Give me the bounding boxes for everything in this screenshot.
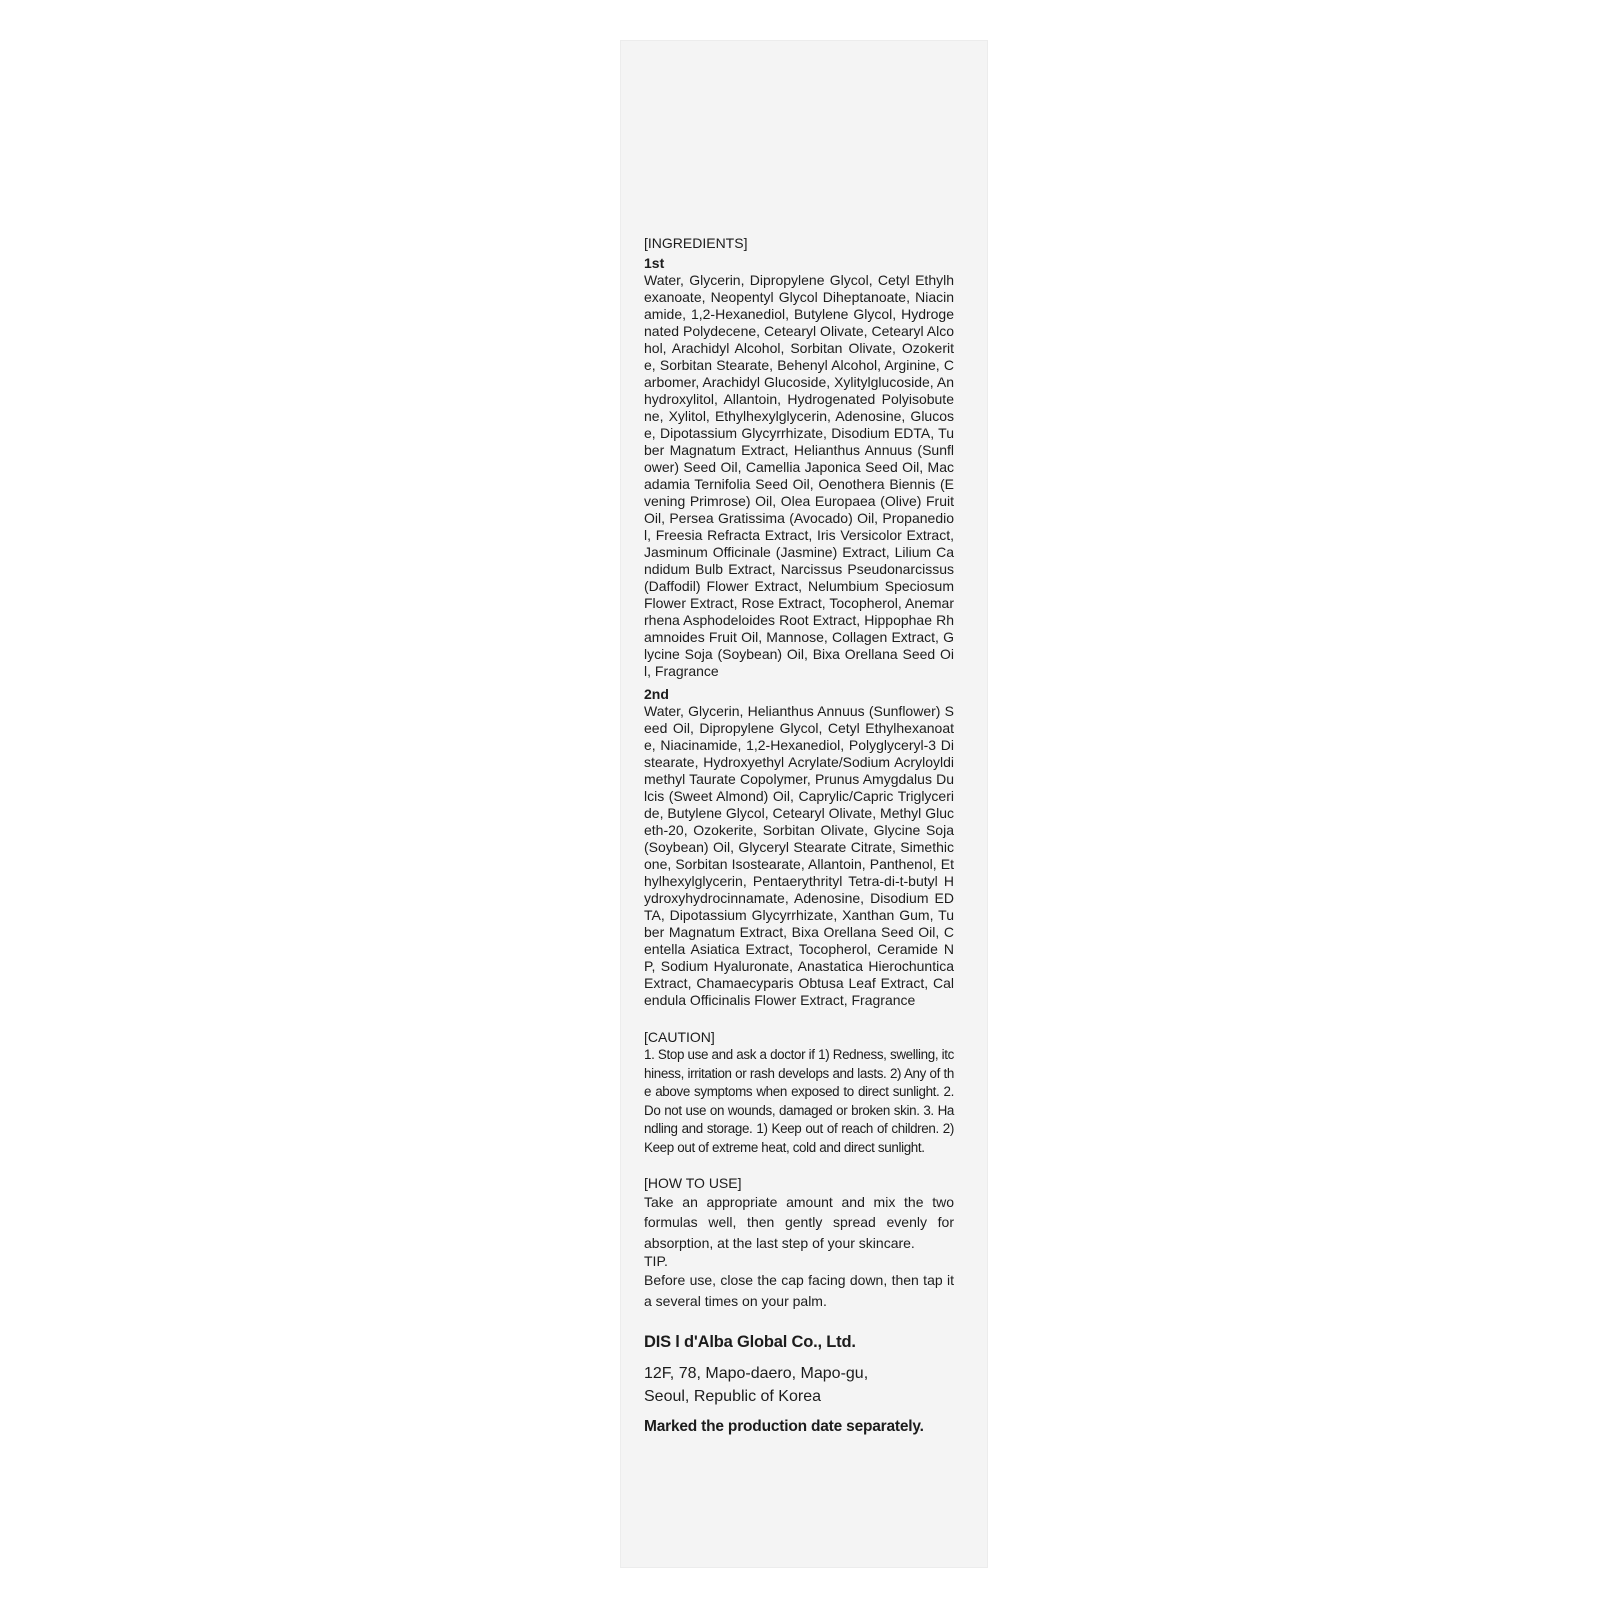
caution-heading: [CAUTION] [644, 1029, 715, 1045]
company-name: DIS l d'Alba Global Co., Ltd. [644, 1333, 856, 1352]
production-date-note: Marked the production date separately. [644, 1418, 924, 1436]
tip-label: TIP. [644, 1253, 668, 1270]
company-address [644, 1363, 954, 1408]
formula-1-ingredients: Water, Glycerin, Dipropylene Glycol, Cetyl Ethylhexanoate, Neopentyl Glycol Diheptanoate, Niacinamide, 1,2-Hexanediol, Butylene Glycol, Hydrogenated Polydecene, Cetearyl Olivate, Cetearyl Alcohol, Arachidyl Alcohol, Sorbitan Olivate, Ozokerite, Sorbitan Stearate, Behenyl Alcohol, Arginine, Carbomer, Arachidyl Glucoside, Xylitylglucoside, Anhydroxylitol, Allantoin, Hydrogenated Polyisobutene, Xylitol, Ethylhexylglycerin, Adenosine, Glucose, Dipotassium Glycyrrhizate, Disodium EDTA, Tuber Magnatum Extract, Helianthus Annuus (Sunflower) Seed Oil, Camellia Japonica Seed Oil, Macadamia Ternifolia Seed Oil, Oenothera Biennis (Evening Primrose) Oil, Olea Europaea (Olive) Fruit Oil, Persea Gratissima (Avocado) Oil, Propanediol, Freesia Refracta Extract, Iris Versicolor Extract, Jasminum Officinale (Jasmine) Extract, Lilium Candidum Bulb Extract, Narcissus Pseudonarcissus (Daffodil) Flower Extract, Nelumbium Speciosum Flower Extract, Rose Extract, Tocopherol, Anemarrhena Asphodeloides Root Extract, Hippophae Rhamnoides Fruit Oil, Mannose, Collagen Extract, Glycine Soja (Soybean) Oil, Bixa Orellana Seed Oil, Fragrance [644, 272, 954, 679]
formula-2-ingredients: Water, Glycerin, Helianthus Annuus (Sunflower) Seed Oil, Dipropylene Glycol, Cetyl Ethylhexanoate, Niacinamide, 1,2-Hexanediol, Polyglyceryl-3 Distearate, Hydroxyethyl Acrylate/Sodium Acryloyldimethyl Taurate Copolymer, Prunus Amygdalus Dulcis (Sweet Almond) Oil, Caprylic/Capric Triglyceride, Butylene Glycol, Cetearyl Olivate, Methyl Gluceth-20, Ozokerite, Sorbitan Olivate, Glycine Soja (Soybean) Oil, Glyceryl Stearate Citrate, Simethicone, Sorbitan Isostearate, Allantoin, Panthenol, Ethylhexylglycerin, Pentaerythrityl Tetra-di-t-butyl Hydroxyhydrocinnamate, Adenosine, Disodium EDTA, Dipotassium Glycyrrhizate, Xanthan Gum, Tuber Magnatum Extract, Bixa Orellana Seed Oil, Centella Asiatica Extract, Tocopherol, Ceramide NP, Sodium Hyaluronate, Anastatica Hierochuntica Extract, Chamaecyparis Obtusa Leaf Extract, Calendula Officinalis Flower Extract, Fragrance [644, 703, 954, 1008]
tip-text: Before use, close the cap facing down, then tap it a several times on your palm. [644, 1272, 954, 1309]
label-content [644, 235, 954, 1437]
address-line-1: 12F, 78, Mapo-daero, Mapo-gu, [644, 1365, 869, 1383]
how-to-use-heading: [HOW TO USE] [644, 1174, 742, 1191]
formula-1-label: 1st [644, 255, 665, 271]
address-line-2: Seoul, Republic of Korea [644, 1387, 821, 1405]
ingredients-heading: [INGREDIENTS] [644, 235, 748, 251]
formula-2-label: 2nd [644, 686, 669, 702]
how-to-use-text: Take an appropriate amount and mix the two formulas well, then gently spread evenly for absorption, at the last step of your skincare. [644, 1193, 954, 1251]
product-box-panel [620, 40, 988, 1568]
caution-text: 1. Stop use and ask a doctor if 1) Redness, swelling, itchiness, irritation or rash develops and lasts. 2) Any of the above symptoms when exposed to direct sunlight. 2. Do not use on wounds, damaged or broken skin. 3. Handling and storage. 1) Keep out of reach of children. 2) Keep out of extreme heat, cold and direct sunlight. [644, 1047, 954, 1155]
